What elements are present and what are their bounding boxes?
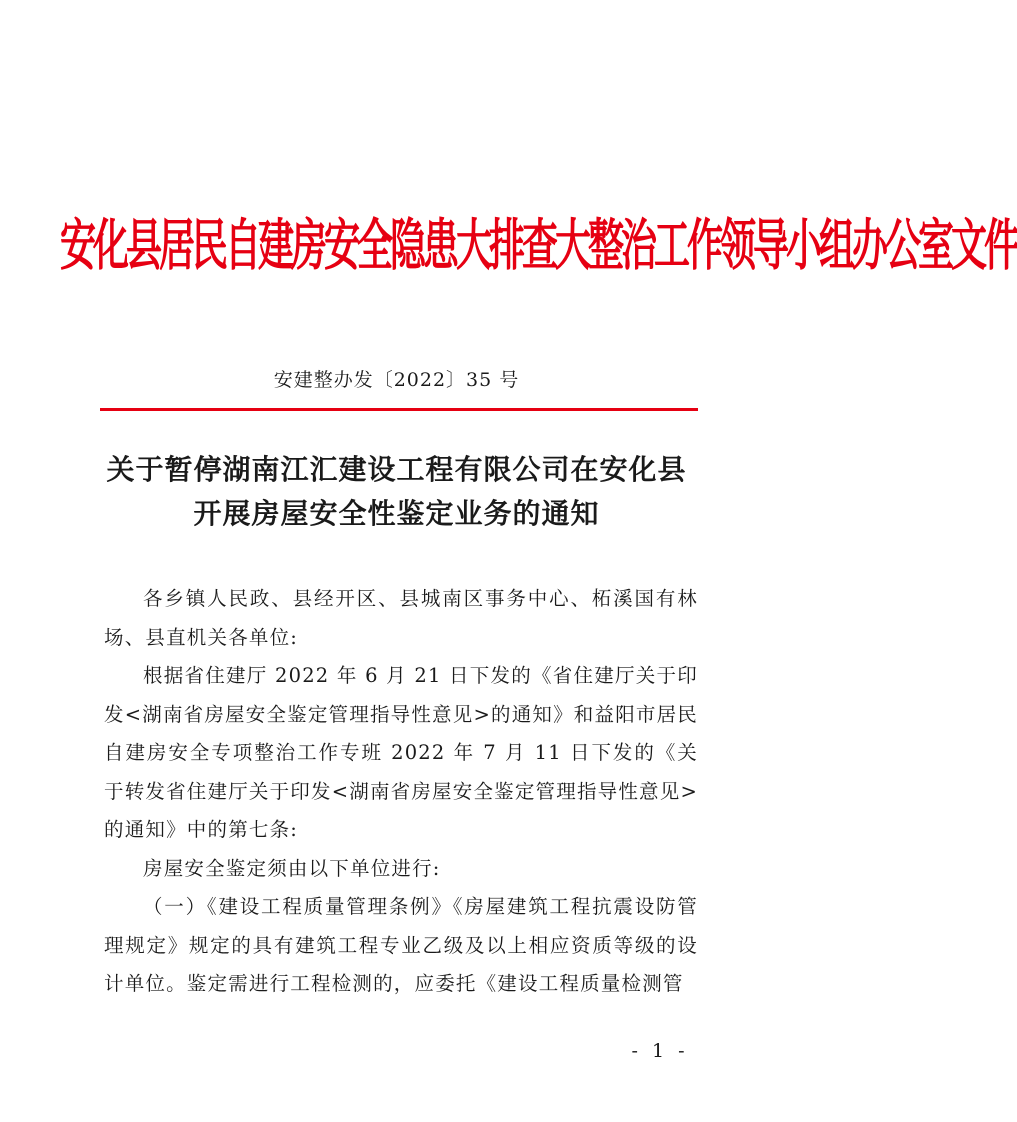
red-divider-line xyxy=(100,408,698,411)
notice-title-line-2: 开展房屋安全性鉴定业务的通知 xyxy=(193,497,600,530)
addressee-paragraph: 各乡镇人民政、县经开区、县城南区事务中心、柘溪国有林场、县直机关各单位: xyxy=(104,587,698,649)
notice-title xyxy=(90,448,703,536)
body-paragraph-2: 房屋安全鉴定须由以下单位进行: xyxy=(143,856,441,880)
body-paragraph-3: （一）《建设工程质量管理条例》《房屋建筑工程抗震设防管理规定》规定的具有建筑工程专业乙级及以上相应资质等级的设计单位。鉴定需进行工程检测的，应委托《建设工程质量检测管 xyxy=(104,895,698,995)
document-number: 安建整办发〔2022〕35 号 xyxy=(273,369,520,391)
document-body xyxy=(104,580,698,1004)
body-paragraph-1: 根据省住建厅 2022 年 6 月 21 日下发的《省住建厅关于印发<湖南省房屋安全鉴定管理指导性意见>的通知》和益阳市居民自建房安全专项整治工作专班 2022 年 7 月 11 日下发的《关于转发省住建厅关于印发<湖南省房屋安全鉴定管理指导性意见>的通知》中的第七条: xyxy=(104,664,698,841)
issuer-title: 安化县居民自建房安全隐患大排查大整治工作领导小组办公室文件 xyxy=(60,215,1017,279)
notice-title-line-1: 关于暂停湖南江汇建设工程有限公司在安化县 xyxy=(106,453,687,486)
page-number: - 1 - xyxy=(631,1040,689,1062)
